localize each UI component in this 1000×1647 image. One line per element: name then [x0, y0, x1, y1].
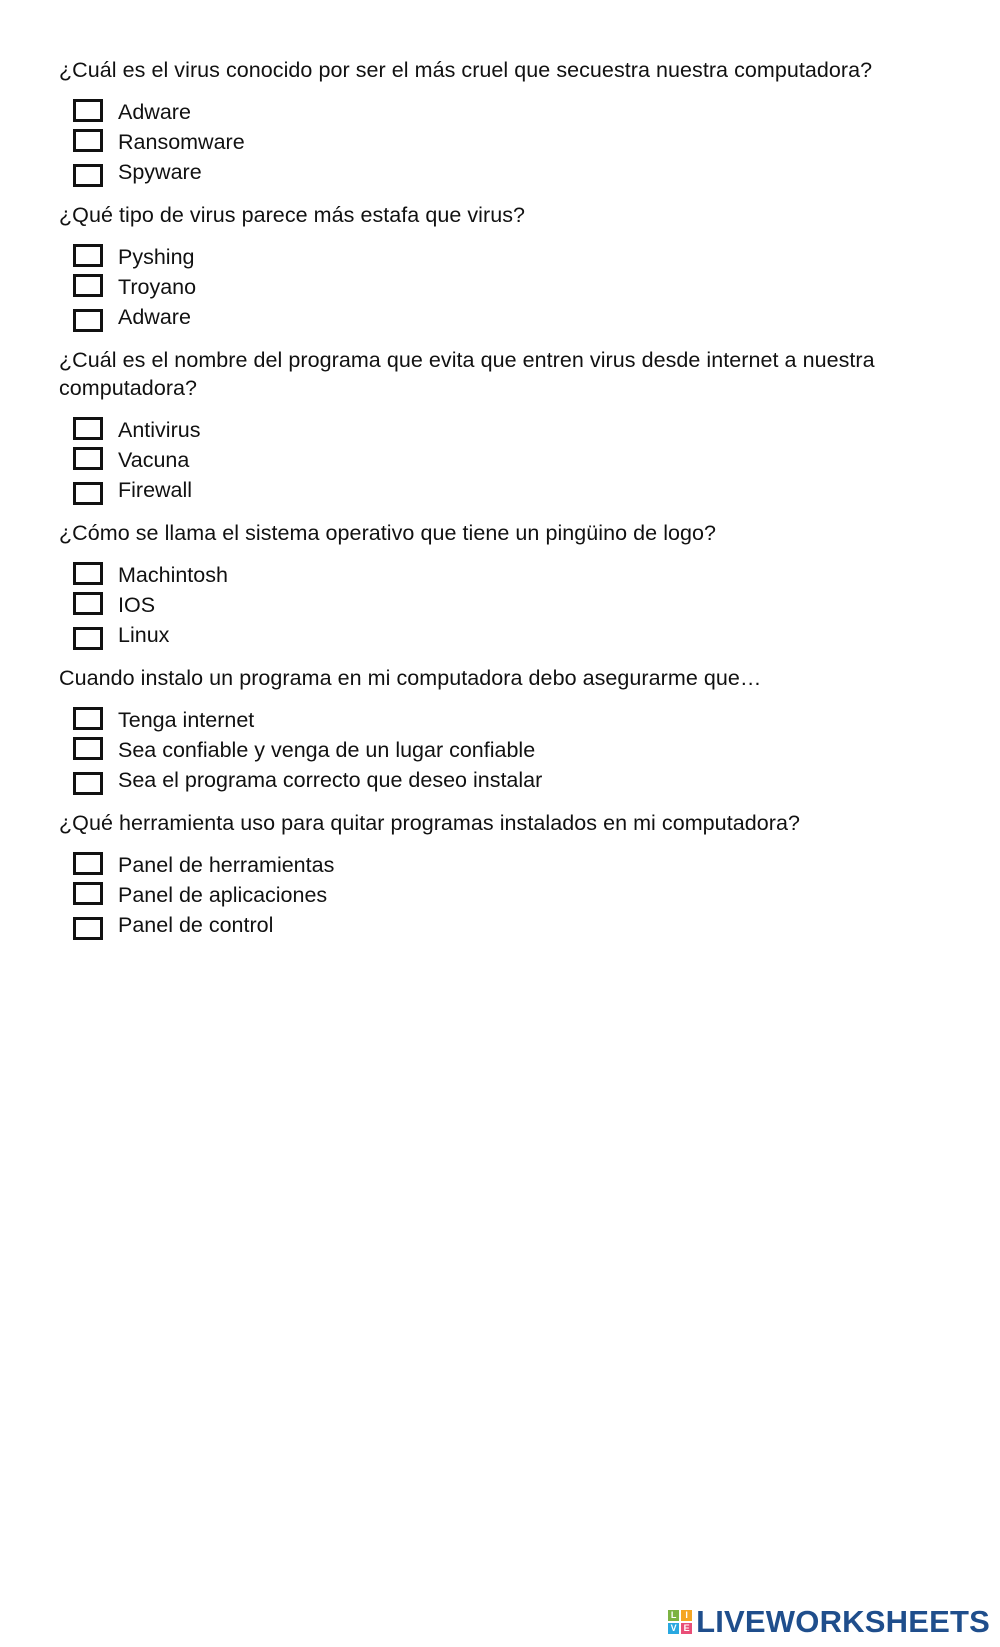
checkbox[interactable]: [73, 737, 103, 760]
checkbox[interactable]: [73, 852, 103, 875]
checkbox[interactable]: [73, 772, 103, 795]
checkbox[interactable]: [73, 592, 103, 615]
question-text: ¿Qué tipo de virus parece más estafa que virus?: [59, 203, 526, 227]
option-label: Ransomware: [118, 130, 245, 154]
question-text: ¿Cuál es el virus conocido por ser el más cruel que secuestra nuestra computadora?: [59, 58, 873, 82]
checkbox[interactable]: [73, 309, 103, 332]
checkbox[interactable]: [73, 99, 103, 122]
option-label: Troyano: [118, 275, 197, 299]
question-text: ¿Cómo se llama el sistema operativo que tiene un pingüino de logo?: [59, 521, 717, 545]
option-list: [59, 705, 959, 795]
option-label: Pyshing: [118, 245, 195, 269]
answer-option[interactable]: [73, 242, 959, 272]
question-text: ¿Qué herramienta uso para quitar programas instalados en mi computadora?: [59, 811, 800, 835]
checkbox[interactable]: [73, 562, 103, 585]
answer-option[interactable]: [73, 910, 959, 940]
option-list: [59, 97, 959, 187]
option-label: Sea confiable y venga de un lugar confiable: [118, 738, 536, 762]
option-label: Adware: [118, 100, 191, 124]
option-label: Panel de herramientas: [118, 853, 335, 877]
answer-option[interactable]: [73, 302, 959, 332]
question-text: Cuando instalo un programa en mi computadora debo asegurarme que…: [59, 666, 762, 690]
option-label: Panel de control: [118, 913, 274, 937]
checkbox[interactable]: [73, 707, 103, 730]
answer-option[interactable]: [73, 590, 959, 620]
logo-letter-v: V: [668, 1623, 679, 1634]
answer-option[interactable]: [73, 735, 959, 765]
option-list: [59, 242, 959, 332]
answer-option[interactable]: [73, 560, 959, 590]
checkbox[interactable]: [73, 417, 103, 440]
answer-option[interactable]: [73, 445, 959, 475]
option-label: Machintosh: [118, 563, 228, 587]
answer-option[interactable]: [73, 705, 959, 735]
question-block-4: [59, 519, 959, 650]
question-block-5: [59, 664, 959, 795]
checkbox[interactable]: [73, 917, 103, 940]
option-label: IOS: [118, 593, 156, 617]
checkbox[interactable]: [73, 164, 103, 187]
checkbox[interactable]: [73, 627, 103, 650]
answer-option[interactable]: [73, 157, 959, 187]
answer-option[interactable]: [73, 475, 959, 505]
checkbox[interactable]: [73, 274, 103, 297]
option-label: Spyware: [118, 160, 202, 184]
option-label: Tenga internet: [118, 708, 255, 732]
answer-option[interactable]: [73, 415, 959, 445]
logo-letter-i: I: [681, 1610, 692, 1621]
option-label: Firewall: [118, 478, 193, 502]
checkbox[interactable]: [73, 447, 103, 470]
option-label: Linux: [118, 623, 170, 647]
option-label: Sea el programa correcto que deseo instalar: [118, 768, 543, 792]
checkbox[interactable]: [73, 482, 103, 505]
option-label: Antivirus: [118, 418, 201, 442]
answer-option[interactable]: [73, 272, 959, 302]
answer-option[interactable]: [73, 620, 959, 650]
option-list: [59, 850, 959, 940]
answer-option[interactable]: [73, 127, 959, 157]
option-label: Panel de aplicaciones: [118, 883, 328, 907]
option-list: [59, 560, 959, 650]
logo-letter-l: L: [668, 1610, 679, 1621]
answer-option[interactable]: [73, 765, 959, 795]
brand-footer: [668, 1605, 990, 1639]
option-label: Vacuna: [118, 448, 190, 472]
answer-option[interactable]: [73, 880, 959, 910]
answer-option[interactable]: [73, 97, 959, 127]
worksheet: [59, 56, 959, 954]
logo-letter-e: E: [681, 1623, 692, 1634]
question-block-2: [59, 201, 959, 332]
checkbox[interactable]: [73, 129, 103, 152]
question-block-1: [59, 56, 959, 187]
question-block-6: [59, 809, 959, 940]
liveworksheets-logo-icon: [668, 1610, 692, 1634]
question-block-3: [59, 346, 959, 505]
answer-option[interactable]: [73, 850, 959, 880]
question-text: ¿Cuál es el nombre del programa que evita que entren virus desde internet a nuestra computadora?: [59, 348, 875, 400]
checkbox[interactable]: [73, 882, 103, 905]
option-list: [59, 415, 959, 505]
option-label: Adware: [118, 305, 191, 329]
brand-name: LIVEWORKSHEETS: [696, 1604, 990, 1639]
checkbox[interactable]: [73, 244, 103, 267]
